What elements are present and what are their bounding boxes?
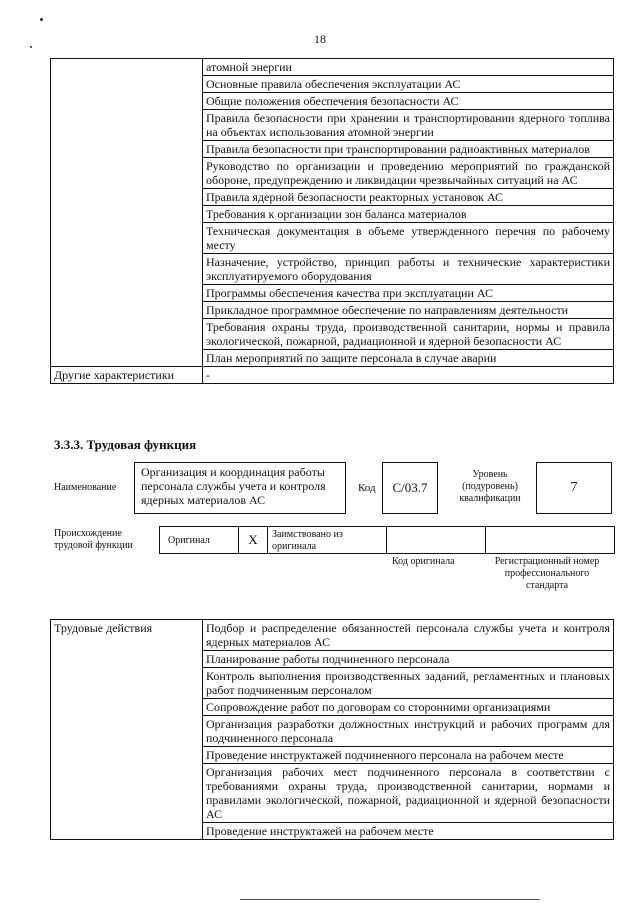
action-item: Подбор и распределение обязанностей персонала службы учета и контроля ядерных материалов АС: [203, 620, 614, 651]
original-mark: X: [238, 526, 268, 554]
knowledge-item: Руководство по организации и проведению мероприятий по гражданской обороне, предупреждению и ликвидации чрезвычайных ситуаций на АС: [203, 158, 614, 189]
level-value-box: 7: [536, 462, 612, 514]
row-label-actions: Трудовые действия: [51, 620, 203, 840]
knowledge-continuation-table: [50, 58, 614, 384]
action-item: Проведение инструктажей подчиненного персонала на рабочем месте: [203, 747, 614, 764]
action-item: Контроль выполнения производственных заданий, регламентных и плановых работ подчиненным персоналом: [203, 668, 614, 699]
knowledge-item: атомной энергии: [203, 59, 614, 76]
action-item: Организация рабочих мест подчиненного персонала в соответствии с требованиями охраны труда, производственной санитарии, нормами и правилами экологической, пожарной, радиационной и ядерной безопасности АС: [203, 764, 614, 823]
original-code-cell: [386, 526, 486, 554]
origin-label: [54, 528, 133, 552]
knowledge-item: Правила безопасности при хранении и транспортировании ядерного топлива на объектах использования атомной энергии: [203, 110, 614, 141]
action-item: Проведение инструктажей на рабочем месте: [203, 823, 614, 840]
origin-label-line: Происхождение: [54, 528, 122, 539]
scan-artifact-line: [240, 899, 540, 900]
knowledge-item: Назначение, устройство, принцип работы и технические характеристики эксплуатируемого оборудования: [203, 254, 614, 285]
code-label: Код: [358, 482, 376, 494]
knowledge-item: Правила безопасности при транспортировании радиоактивных материалов: [203, 141, 614, 158]
borrowed-label: [267, 526, 387, 554]
knowledge-item: Общие положения обеспечения безопасности АС: [203, 93, 614, 110]
level-label-line: квалификации: [459, 493, 521, 504]
scan-dot: [40, 18, 43, 21]
original-label: Оригинал: [159, 526, 239, 554]
knowledge-item: Правила ядерной безопасности реакторных установок АС: [203, 189, 614, 206]
row-label-other: Другие характеристики: [51, 367, 203, 384]
reg-number-label-line: стандарта: [525, 580, 569, 591]
action-item: Сопровождение работ по договорам со сторонними организациями: [203, 699, 614, 716]
borrowed-label-line: оригинала: [272, 541, 317, 552]
reg-number-cell: [485, 526, 615, 554]
action-item: Планирование работы подчиненного персонала: [203, 651, 614, 668]
knowledge-item: Требования к организации зон баланса материалов: [203, 206, 614, 223]
knowledge-item: Техническая документация в объеме утвержденного перечня по рабочему месту: [203, 223, 614, 254]
knowledge-item: Прикладное программное обеспечение по направлениям деятельности: [203, 302, 614, 319]
section-heading: 3.3.3. Трудовая функция: [54, 437, 197, 452]
knowledge-item: План мероприятий по защите персонала в случае аварии: [203, 350, 614, 367]
row-label-empty: [51, 59, 203, 367]
code-value-box: С/03.7: [382, 462, 438, 514]
level-label-line: (подуровень): [462, 481, 518, 492]
borrowed-label-line: Заимствовано из: [272, 529, 343, 540]
page-number: 18: [314, 32, 326, 46]
reg-number-label-line: Регистрационный номер: [494, 556, 600, 567]
knowledge-item: Требования охраны труда, производственной санитарии, нормы и правила экологической, пожарной, радиационной и ядерной безопасности АС: [203, 319, 614, 350]
name-label: Наименование: [54, 482, 117, 493]
reg-number-label-line: профессионального: [504, 568, 590, 579]
labor-actions-table: [50, 619, 614, 840]
origin-label-line: трудовой функции: [54, 540, 133, 551]
function-name-box: Организация и координация работы персонала службы учета и контроля ядерных материалов АС: [134, 462, 346, 514]
reg-number-label: [482, 556, 612, 592]
level-label: [450, 469, 530, 505]
knowledge-item: Программы обеспечения качества при эксплуатации АС: [203, 285, 614, 302]
table-row: [51, 367, 614, 384]
other-characteristics-value: -: [203, 367, 614, 384]
table-row: [51, 620, 614, 651]
code-original-label: Код оригинала: [392, 556, 455, 567]
action-item: Организация разработки должностных инструкций и рабочих программ для подчиненного персонала: [203, 716, 614, 747]
knowledge-item: Основные правила обеспечения эксплуатации АС: [203, 76, 614, 93]
origin-row: [160, 526, 615, 554]
table-row: [51, 59, 614, 76]
level-label-line: Уровень: [472, 469, 508, 480]
